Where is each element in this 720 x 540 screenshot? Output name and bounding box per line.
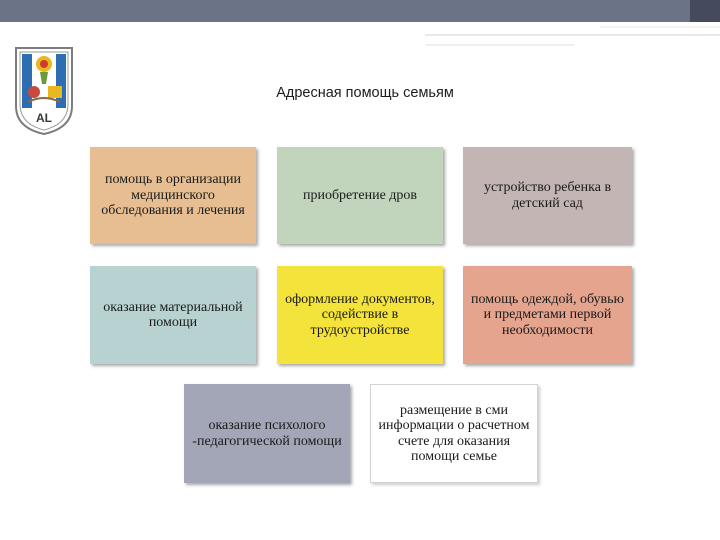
top-bar <box>0 0 720 22</box>
help-box-clothing: помощь одеждой, обувью и предметами первой необходимости <box>463 266 632 364</box>
decorative-line <box>600 26 720 28</box>
top-bar-corner <box>690 0 720 22</box>
help-box-kindergarten: устройство ребенка в детский сад <box>463 147 632 244</box>
help-box-financial: оказание материальной помощи <box>90 266 256 364</box>
page-title: Адресная помощь семьям <box>276 85 454 101</box>
help-box-firewood: приобретение дров <box>277 147 443 244</box>
emblem-letters: AL <box>36 111 52 125</box>
help-box-documents: оформление документов, содействие в трудоустройстве <box>277 266 443 364</box>
decorative-line <box>425 34 720 36</box>
help-box-media: размещение в сми информации о расчетном счете для оказания помощи семье <box>370 384 538 483</box>
help-box-medical: помощь в организации медицинского обследования и лечения <box>90 147 256 244</box>
coat-of-arms-icon <box>14 44 74 136</box>
help-box-psychological: оказание психолого -педагогической помощи <box>184 384 350 483</box>
decorative-line <box>425 44 575 46</box>
